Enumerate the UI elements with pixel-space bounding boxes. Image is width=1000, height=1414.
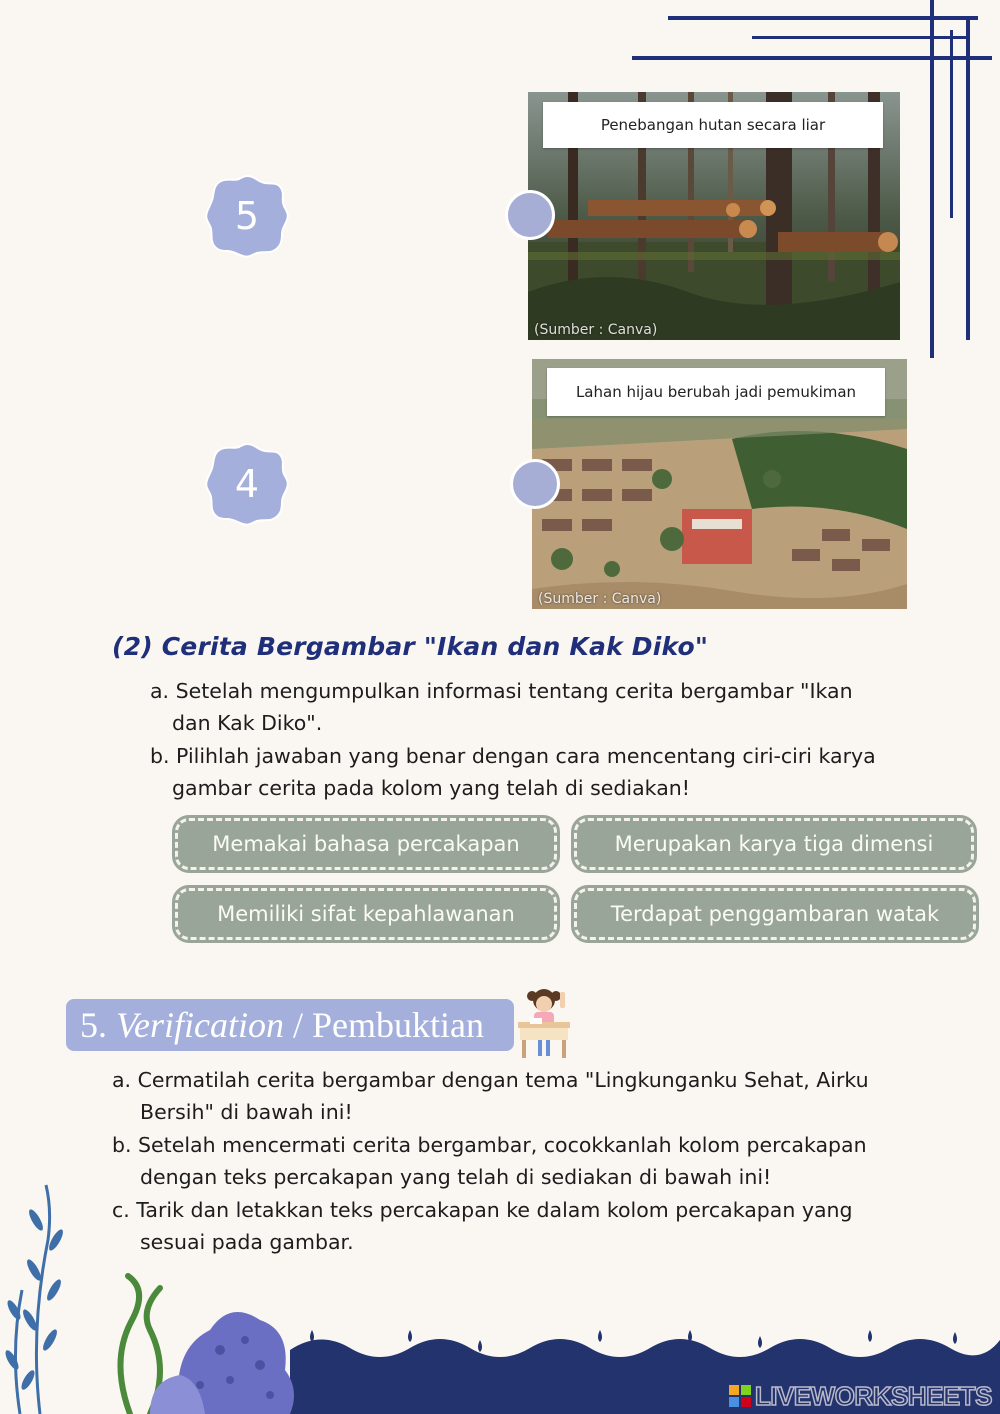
instruction-line: c. Tarik dan letakkan teks percakapan ke dalam kolom percakapan yang xyxy=(112,1198,853,1222)
student-desk-icon xyxy=(512,984,574,1060)
step-number: 4 xyxy=(234,462,260,506)
section-title: (2) Cerita Bergambar "Ikan dan Kak Diko" xyxy=(112,632,709,661)
ocean-decoration xyxy=(0,1180,1000,1414)
deforestation-photo xyxy=(528,92,900,340)
banner-title-rest: / Pembuktian xyxy=(292,1005,484,1045)
instruction-line: b. Setelah mencermati cerita bergambar, cocokkanlah kolom percakapan xyxy=(112,1133,867,1157)
instruction-line: gambar cerita pada kolom yang telah di sediakan! xyxy=(172,776,690,800)
answer-option[interactable]: Memakai bahasa percakapan xyxy=(175,818,557,870)
timeline-node-icon xyxy=(510,459,560,509)
instruction-line: dan Kak Diko". xyxy=(172,711,323,735)
liveworksheets-logo xyxy=(729,1382,992,1410)
instruction-line: a. Cermatilah cerita bergambar dengan tema "Lingkunganku Sehat, Airku xyxy=(112,1068,869,1092)
step-badge-5 xyxy=(205,174,289,258)
step-badge-4 xyxy=(205,442,289,526)
flooded-settlement-photo xyxy=(532,359,907,609)
banner-title-italic: Verification xyxy=(116,1005,284,1045)
instruction-line: Bersih" di bawah ini! xyxy=(140,1100,353,1124)
answer-option[interactable]: Merupakan karya tiga dimensi xyxy=(574,818,974,870)
banner-number: 5. xyxy=(80,1005,107,1045)
photo-source: (Sumber : Canva) xyxy=(534,322,658,338)
logo-text: LIVEWORKSHEETS xyxy=(754,1380,992,1411)
photo-source: (Sumber : Canva) xyxy=(538,591,662,607)
instruction-line: a. Setelah mengumpulkan informasi tentang cerita bergambar "Ikan xyxy=(150,679,853,703)
photo-caption: Lahan hijau berubah jadi pemukiman xyxy=(547,368,885,416)
answer-option[interactable]: Terdapat penggambaran watak xyxy=(574,888,976,940)
timeline-node-icon xyxy=(505,190,555,240)
instruction-b xyxy=(150,740,970,804)
instruction-a xyxy=(150,675,950,739)
instruction-line: b. Pilihlah jawaban yang benar dengan cara mencentang ciri-ciri karya xyxy=(150,744,876,768)
instruction-line: sesuai pada gambar. xyxy=(140,1230,354,1254)
photo-caption: Penebangan hutan secara liar xyxy=(543,102,883,148)
verification-banner xyxy=(66,999,514,1051)
verification-step-a xyxy=(112,1064,952,1128)
liveworksheets-logo-icon xyxy=(729,1385,751,1407)
instruction-line: dengan teks percakapan yang telah di sediakan di bawah ini! xyxy=(140,1165,772,1189)
answer-option[interactable]: Memiliki sifat kepahlawanan xyxy=(175,888,557,940)
step-number: 5 xyxy=(234,194,260,238)
